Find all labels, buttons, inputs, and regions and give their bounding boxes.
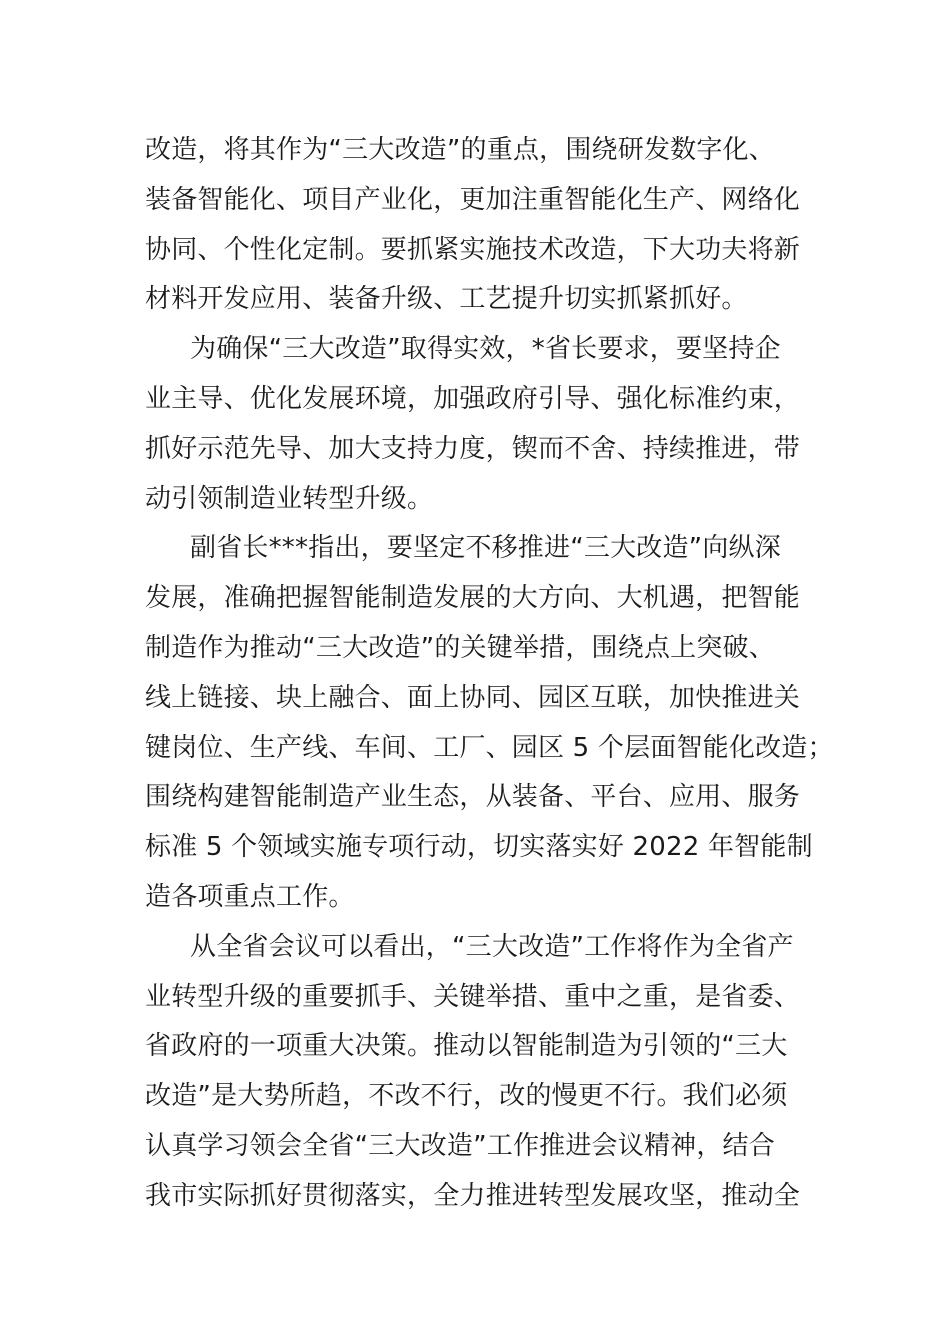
text-line: 从全省会议可以看出，“三大改造”工作将作为全省产 <box>190 931 794 962</box>
text-line: 线上链接、块上融合、面上协同、园区互联，加快推进关 <box>145 682 801 713</box>
text-line: 装备智能化、项目产业化，更加注重智能化生产、网络化 <box>145 184 801 215</box>
paragraph-2 <box>145 325 825 524</box>
paragraph-1 <box>145 126 825 325</box>
text-line: 业主导、优化发展环境，加强政府引导、强化标准约束， <box>145 383 801 414</box>
text-line: 业转型升级的重要抓手、关键举措、重中之重，是省委、 <box>145 981 801 1012</box>
text-line: 为确保“三大改造”取得实效，*省长要求，要坚持企 <box>190 334 781 365</box>
text-line: 造各项重点工作。 <box>145 881 355 912</box>
text-line: 改造”是大势所趋，不改不行，改的慢更不行。我们必须 <box>145 1081 788 1112</box>
text-line: 改造，将其作为“三大改造”的重点，围绕研发数字化、 <box>145 135 775 165</box>
text-line: 制造作为推动“三大改造”的关键举措，围绕点上突破、 <box>145 632 775 663</box>
text-line: 省政府的一项重大决策。推动以智能制造为引领的“三大 <box>145 1031 788 1062</box>
text-line: 材料开发应用、装备升级、工艺提升切实抓紧抓好。 <box>145 284 748 315</box>
text-line: 协同、个性化定制。要抓紧实施技术改造，下大功夫将新 <box>145 234 801 265</box>
text-line: 发展，准确把握智能制造发展的大方向、大机遇，把智能 <box>145 583 801 614</box>
paragraph-4 <box>145 923 825 1222</box>
text-line: 标准 5 个领域实施专项行动，切实落实好 2022 年智能制 <box>145 832 813 863</box>
text-line: 认真学习领会全省“三大改造”工作推进会议精神，结合 <box>145 1130 775 1161</box>
text-line: 我市实际抓好贯彻落实，全力推进转型发展攻坚，推动全 <box>145 1180 801 1211</box>
text-line: 副省长***指出，要坚定不移推进“三大改造”向纵深 <box>190 533 781 564</box>
text-line: 键岗位、生产线、车间、工厂、园区 5 个层面智能化改造； <box>145 732 834 763</box>
text-line: 动引领制造业转型升级。 <box>145 483 434 514</box>
text-line: 围绕构建智能制造产业生态，从装备、平台、应用、服务 <box>145 782 801 813</box>
document-body <box>145 126 834 1222</box>
paragraph-3 <box>145 524 834 922</box>
text-line: 抓好示范先导、加大支持力度，锲而不舍、持续推进，带 <box>145 433 801 464</box>
